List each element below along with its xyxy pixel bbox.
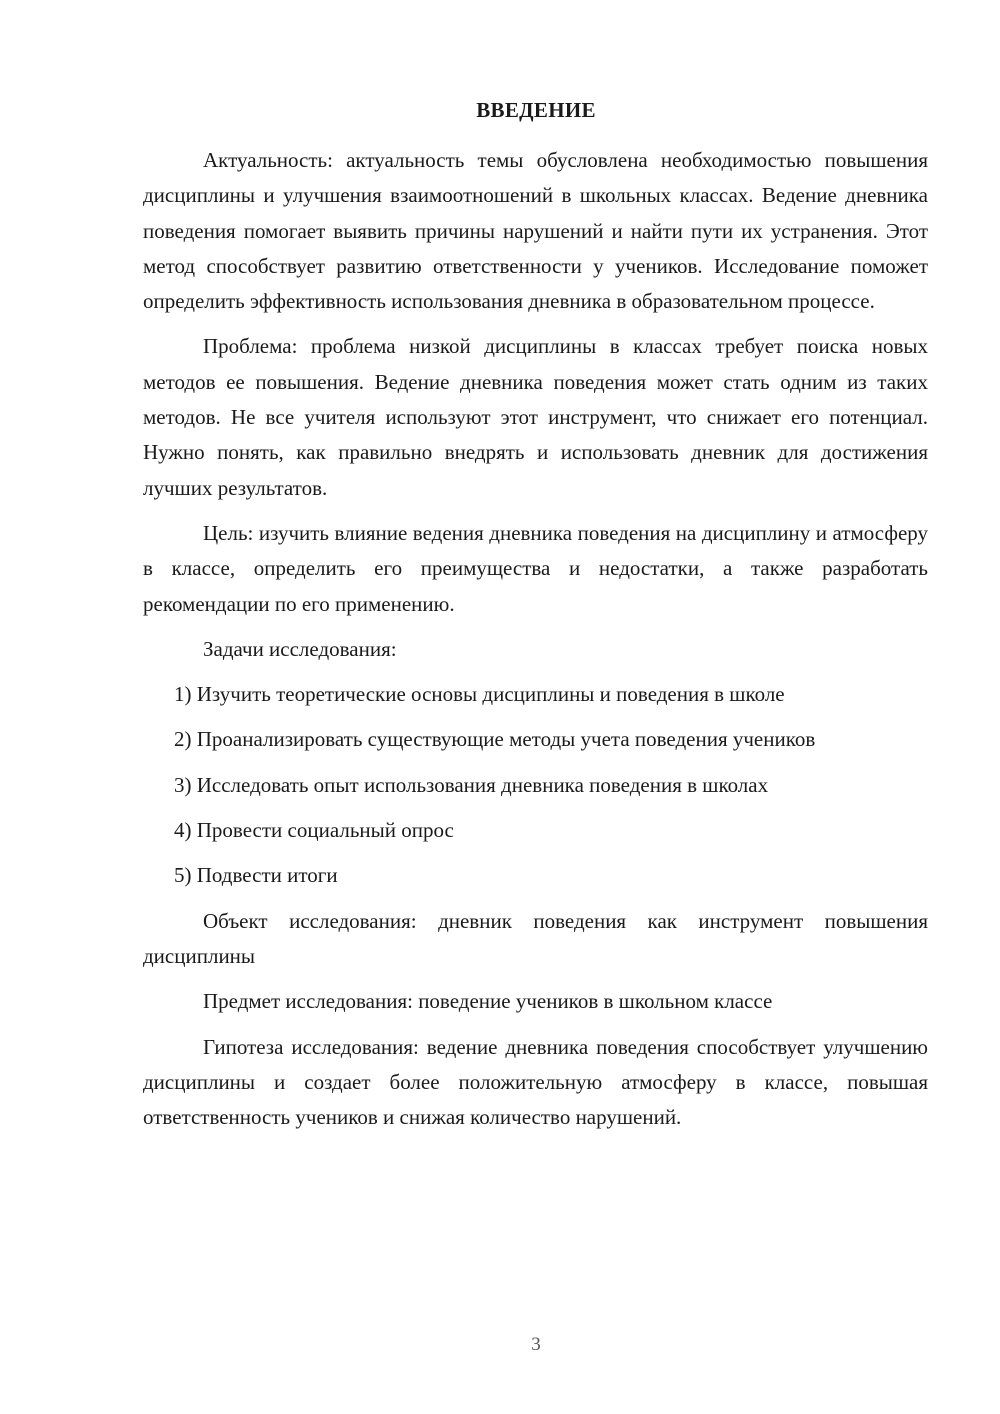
goal-paragraph: Цель: изучить влияние ведения дневника поведения на дисциплину и атмосферу в классе, определить его преимущества и недостатки, а также разработать рекомендации по его применению.: [143, 520, 928, 616]
task-item: 1) Изучить теоретические основы дисциплины и поведения в школе: [174, 682, 785, 707]
task-item: 3) Исследовать опыт использования дневника поведения в школах: [174, 772, 769, 797]
tasks-heading: Задачи исследования:: [203, 636, 397, 661]
task-item: 4) Провести социальный опрос: [174, 818, 454, 843]
page-title: ВВЕДЕНИЕ: [476, 98, 596, 122]
object-paragraph: Объект исследования: дневник поведения как инструмент повышения дисциплины: [143, 908, 928, 968]
relevance-paragraph: Актуальность: актуальность темы обусловлена необходимостью повышения дисциплины и улучшения взаимоотношений в школьных классах. Ведение дневника поведения помогает выявить причины нарушений и найти пути их устранения. Этот метод способствует развитию ответственности у учеников. Исследование поможет определить эффективность использования дневника в образовательном процессе.: [143, 148, 928, 314]
problem-paragraph: Проблема: проблема низкой дисциплины в классах требует поиска новых методов ее повышения. Ведение дневника поведения может стать одним из таких методов. Не все учителя используют этот инструмент, что снижает его потенциал. Нужно понять, как правильно внедрять и использовать дневник для достижения лучших результатов.: [143, 334, 928, 500]
page-number: 3: [531, 1334, 541, 1355]
task-item: 5) Подвести итоги: [174, 863, 338, 888]
hypothesis-paragraph: Гипотеза исследования: ведение дневника поведения способствует улучшению дисциплины и создает более положительную атмосферу в классе, повышая ответственность учеников и снижая количество нарушений.: [143, 1034, 928, 1130]
subject-paragraph: Предмет исследования: поведение учеников в школьном классе: [203, 989, 773, 1014]
document-body: [143, 143, 928, 1145]
task-item: 2) Проанализировать существующие методы учета поведения учеников: [174, 727, 816, 752]
